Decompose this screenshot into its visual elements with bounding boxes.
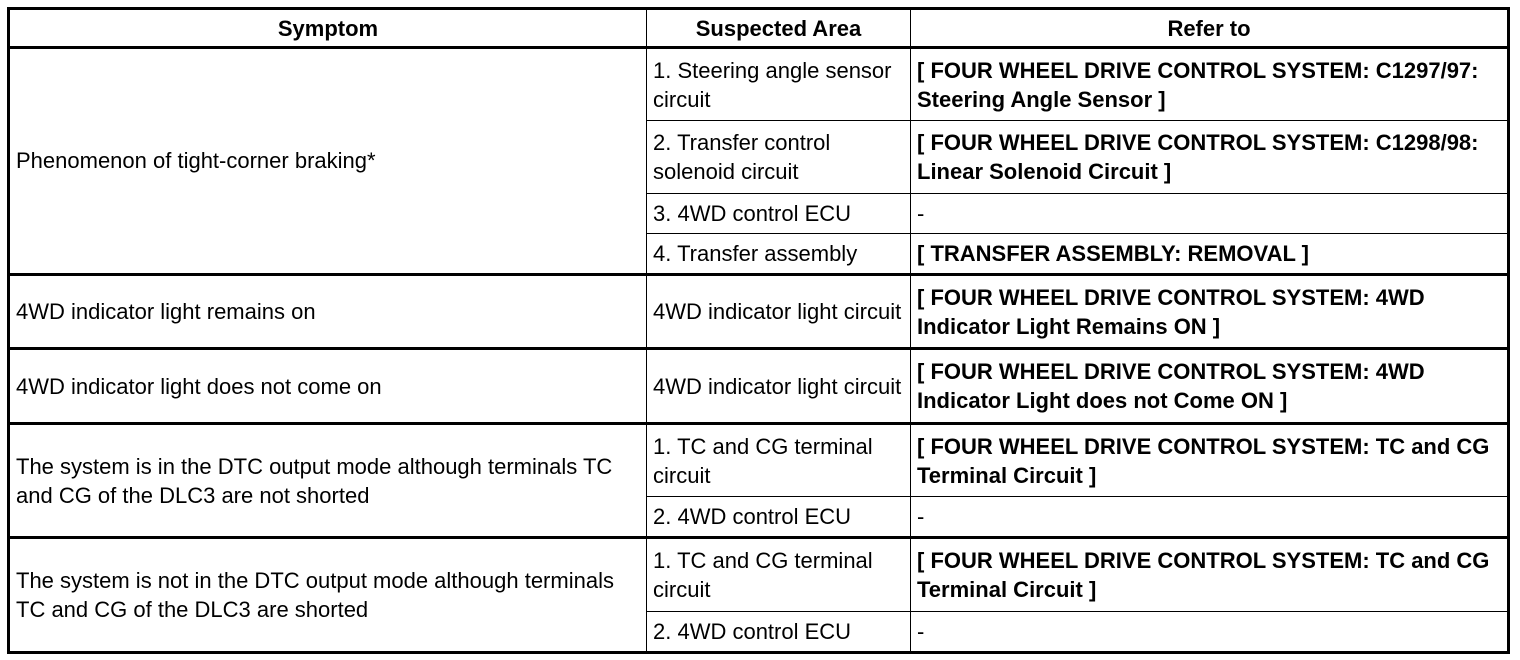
refer-to-cell: - (911, 193, 1509, 233)
table-row (9, 538, 1509, 611)
header-suspected-area: Suspected Area (647, 9, 911, 48)
symptom-cell: The system is not in the DTC output mode although terminals TC and CG of the DLC3 are shorted (9, 538, 647, 653)
refer-to-cell: - (911, 497, 1509, 538)
refer-to-link[interactable]: [ FOUR WHEEL DRIVE CONTROL SYSTEM: C1297/97: Steering Angle Sensor ] (911, 48, 1509, 121)
refer-to-link[interactable]: [ FOUR WHEEL DRIVE CONTROL SYSTEM: 4WD Indicator Light Remains ON ] (911, 274, 1509, 349)
table-row (9, 349, 1509, 424)
table-row (9, 48, 1509, 121)
symptom-cell: The system is in the DTC output mode although terminals TC and CG of the DLC3 are not shorted (9, 423, 647, 538)
symptom-table (7, 7, 1510, 654)
suspected-area-cell: 4WD indicator light circuit (647, 274, 911, 349)
suspected-area-cell: 2. 4WD control ECU (647, 611, 911, 652)
symptom-cell: 4WD indicator light remains on (9, 274, 647, 349)
suspected-area-cell: 2. 4WD control ECU (647, 497, 911, 538)
refer-to-link[interactable]: [ FOUR WHEEL DRIVE CONTROL SYSTEM: TC and CG Terminal Circuit ] (911, 538, 1509, 611)
suspected-area-cell: 3. 4WD control ECU (647, 193, 911, 233)
suspected-area-cell: 2. Transfer control solenoid circuit (647, 121, 911, 193)
header-symptom: Symptom (9, 9, 647, 48)
symptom-cell: Phenomenon of tight-corner braking* (9, 48, 647, 275)
suspected-area-cell: 1. Steering angle sensor circuit (647, 48, 911, 121)
suspected-area-cell: 1. TC and CG terminal circuit (647, 423, 911, 496)
table-row (9, 274, 1509, 349)
suspected-area-cell: 4. Transfer assembly (647, 233, 911, 274)
suspected-area-cell: 4WD indicator light circuit (647, 349, 911, 424)
table-row (9, 423, 1509, 496)
refer-to-link[interactable]: [ FOUR WHEEL DRIVE CONTROL SYSTEM: C1298/98: Linear Solenoid Circuit ] (911, 121, 1509, 193)
header-row (9, 9, 1509, 48)
refer-to-link[interactable]: [ FOUR WHEEL DRIVE CONTROL SYSTEM: TC and CG Terminal Circuit ] (911, 423, 1509, 496)
suspected-area-cell: 1. TC and CG terminal circuit (647, 538, 911, 611)
symptom-cell: 4WD indicator light does not come on (9, 349, 647, 424)
header-refer-to: Refer to (911, 9, 1509, 48)
refer-to-link[interactable]: [ FOUR WHEEL DRIVE CONTROL SYSTEM: 4WD Indicator Light does not Come ON ] (911, 349, 1509, 424)
refer-to-link[interactable]: [ TRANSFER ASSEMBLY: REMOVAL ] (911, 233, 1509, 274)
refer-to-cell: - (911, 611, 1509, 652)
